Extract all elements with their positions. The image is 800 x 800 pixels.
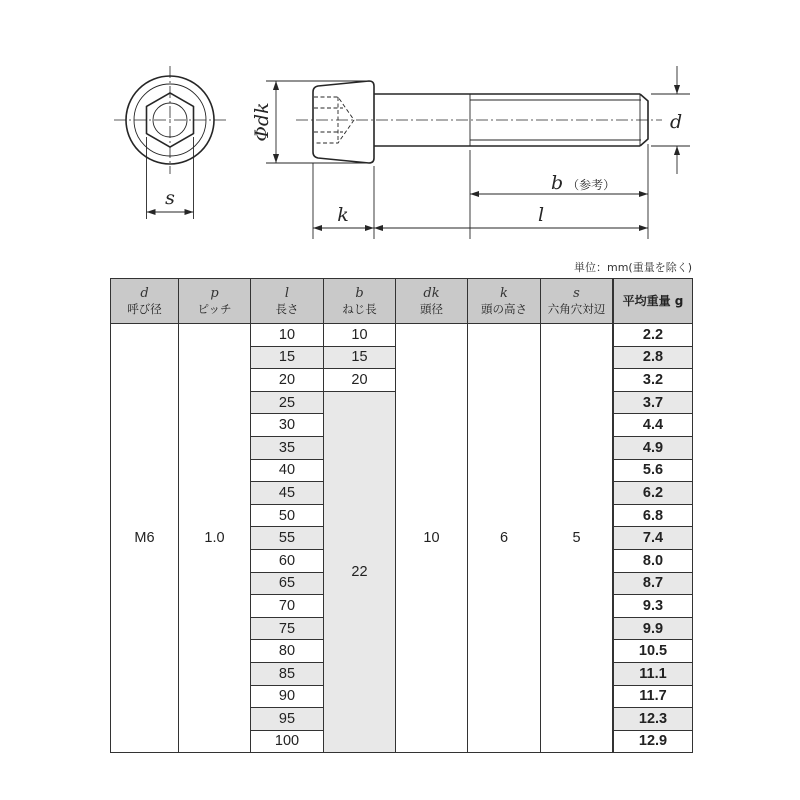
- b-label: [551, 172, 615, 194]
- b-reference-note: （参考）: [567, 178, 616, 192]
- length-cell: 45: [251, 482, 324, 505]
- header-b: [324, 279, 396, 324]
- weight-cell: 6.2: [613, 482, 693, 505]
- k-label: k: [337, 204, 349, 226]
- weight-cell: 4.9: [613, 437, 693, 460]
- length-cell: 75: [251, 618, 324, 641]
- weight-cell: 9.9: [613, 618, 693, 641]
- dk-label: Φdk: [251, 102, 273, 142]
- length-cell: 85: [251, 663, 324, 686]
- header-k: [468, 279, 541, 324]
- weight-cell: 12.3: [613, 708, 693, 731]
- weight-cell: 3.7: [613, 392, 693, 415]
- length-cell: 30: [251, 414, 324, 437]
- weight-cell: 6.8: [613, 505, 693, 528]
- length-cell: 15: [251, 347, 324, 370]
- thread-length-cell: 20: [324, 369, 396, 392]
- pitch-cell: 1.0: [179, 324, 251, 753]
- weight-cell: 10.5: [613, 640, 693, 663]
- header-d: [111, 279, 179, 324]
- header-label: 頭の高さ: [481, 301, 527, 316]
- thread-section: [470, 94, 641, 146]
- weight-cell: 5.6: [613, 460, 693, 483]
- header-symbol: d: [140, 285, 149, 301]
- length-cell: 95: [251, 708, 324, 731]
- header-label: 呼び径: [127, 301, 162, 316]
- unit-note: 単位：mm(重量を除く): [573, 261, 692, 274]
- weight-cell: 2.2: [613, 324, 693, 347]
- length-cell: 65: [251, 573, 324, 596]
- header-symbol: s: [573, 285, 580, 301]
- length-cell: 55: [251, 527, 324, 550]
- length-cell: 25: [251, 392, 324, 415]
- weight-cell: 9.3: [613, 595, 693, 618]
- b-symbol: b: [551, 172, 564, 194]
- header-symbol: b: [355, 285, 364, 301]
- header-symbol: l: [284, 285, 290, 301]
- length-cell: 35: [251, 437, 324, 460]
- head-end-view: [114, 66, 226, 174]
- screw-drawing: [0, 0, 800, 250]
- header-dk: [396, 279, 468, 324]
- header-symbol: dk: [423, 285, 440, 301]
- spec-table: [110, 278, 693, 753]
- header-label: 平均重量 g: [622, 293, 684, 308]
- thread-length-merged-cell: 22: [324, 392, 396, 754]
- weight-cell: 7.4: [613, 527, 693, 550]
- length-cell: 60: [251, 550, 324, 573]
- header-label: ピッチ: [197, 301, 232, 316]
- l-label: l: [537, 204, 545, 226]
- weight-cell: 11.7: [613, 686, 693, 709]
- weight-cell: 11.1: [613, 663, 693, 686]
- weight-cell: 8.0: [613, 550, 693, 573]
- k-dimension: [313, 204, 374, 228]
- s-label: s: [165, 187, 175, 209]
- header-label: 長さ: [275, 301, 299, 316]
- header-s: [541, 279, 613, 324]
- head-diameter-cell: 10: [396, 324, 468, 753]
- hex-socket-size-cell: 5: [541, 324, 613, 753]
- header-label: 頭径: [420, 301, 443, 316]
- screw-side-view: [296, 81, 662, 163]
- header-symbol: p: [210, 285, 219, 301]
- weight-cell: 12.9: [613, 731, 693, 754]
- header-label: ねじ長: [342, 301, 377, 316]
- length-cell: 50: [251, 505, 324, 528]
- weight-cell: 8.7: [613, 573, 693, 596]
- length-cell: 70: [251, 595, 324, 618]
- weight-cell: 3.2: [613, 369, 693, 392]
- header-p: [179, 279, 251, 324]
- nominal-diameter-cell: M6: [111, 324, 179, 753]
- thread-length-cell: 15: [324, 347, 396, 370]
- length-cell: 20: [251, 369, 324, 392]
- length-cell: 90: [251, 686, 324, 709]
- length-cell: 100: [251, 731, 324, 754]
- length-cell: 80: [251, 640, 324, 663]
- head-outline: [313, 81, 374, 163]
- weight-cell: 4.4: [613, 414, 693, 437]
- weight-cell: 2.8: [613, 347, 693, 370]
- header-weight: [613, 279, 693, 324]
- l-dimension: [374, 204, 648, 228]
- thread-length-cell: 10: [324, 324, 396, 347]
- header-label: 六角穴対辺: [547, 301, 606, 316]
- header-l: [251, 279, 324, 324]
- length-cell: 40: [251, 460, 324, 483]
- header-symbol: k: [500, 285, 508, 301]
- head-height-cell: 6: [468, 324, 541, 753]
- d-label: d: [670, 111, 683, 133]
- b-dimension: [470, 172, 648, 194]
- length-cell: 10: [251, 324, 324, 347]
